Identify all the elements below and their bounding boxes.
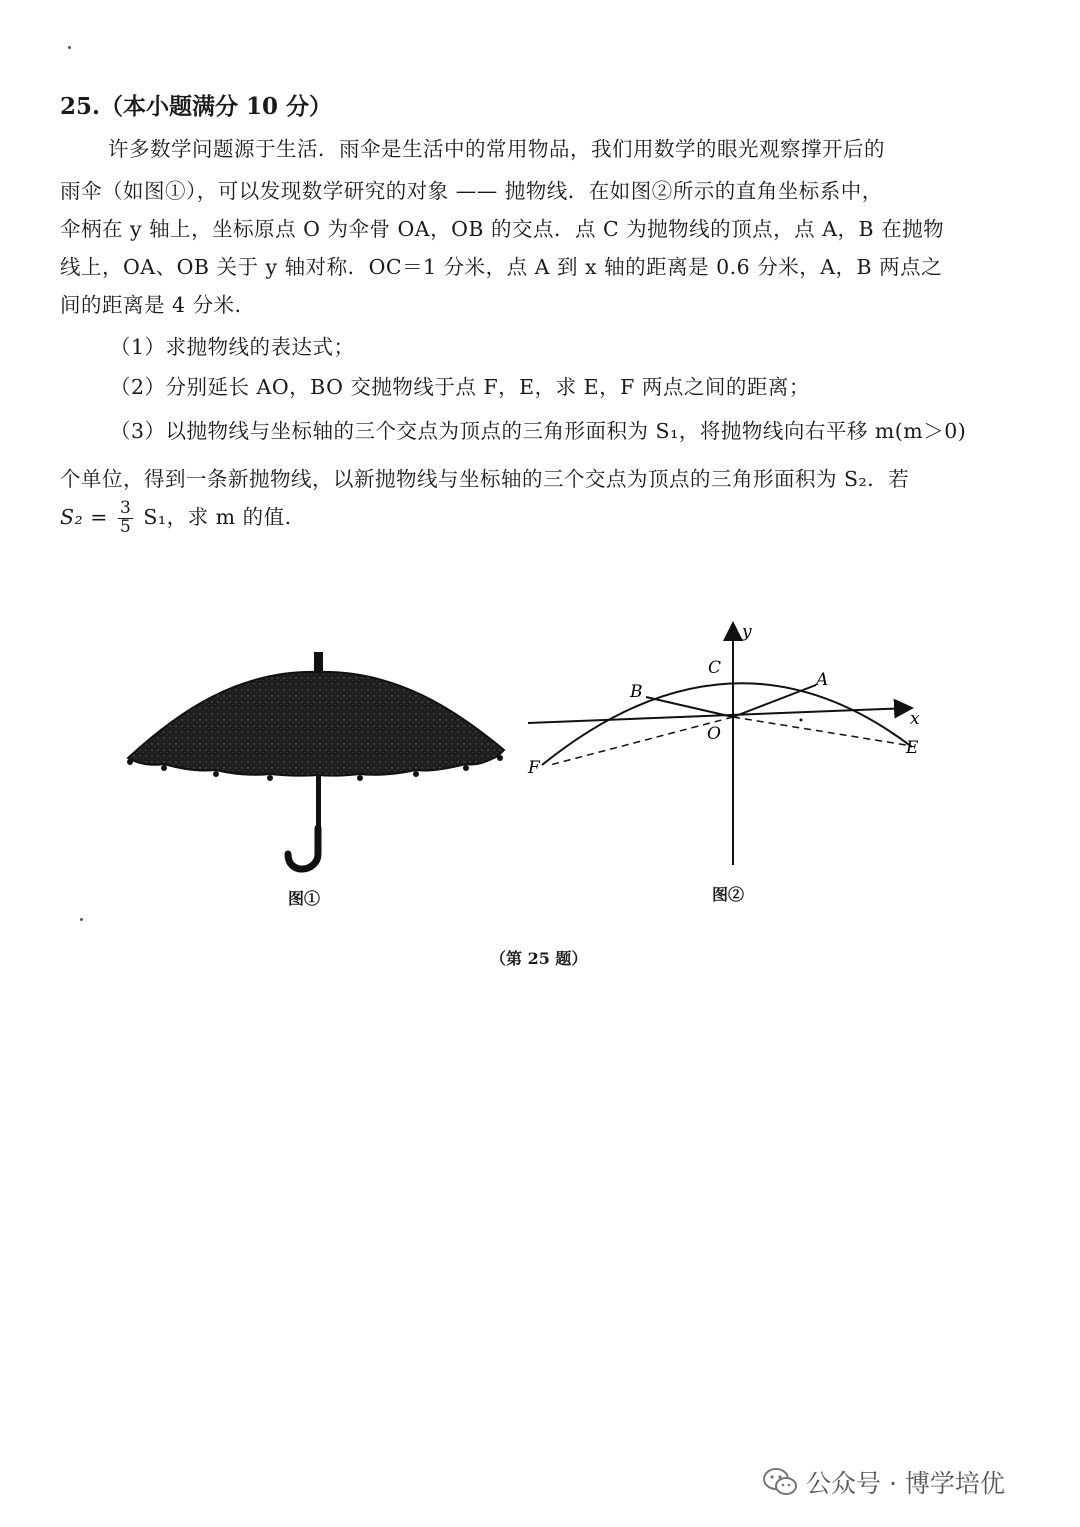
label-b: B (630, 682, 643, 702)
parabola-coordinate-diagram (520, 615, 940, 880)
wechat-icon (762, 1467, 798, 1497)
small-mark (800, 719, 803, 722)
speck (68, 46, 71, 49)
part-3-line-1: （3）以抛物线与坐标轴的三个交点为顶点的三角形面积为 S₁，将抛物线向右平移 m(m＞0) (110, 419, 967, 443)
watermark-text: 公众号 · 博学培优 (806, 1469, 1005, 1498)
label-c: C (708, 658, 722, 678)
umbrella-canopy (128, 672, 504, 776)
parabola (542, 683, 912, 765)
part-3-ending: S₁，求 m 的值. (143, 505, 292, 529)
part-2: （2）分别延长 AO，BO 交抛物线于点 F，E，求 E，F 两点之间的距离； (110, 375, 810, 399)
figure-number: （第 25 题） (490, 949, 588, 968)
fraction-denominator: 5 (120, 517, 132, 537)
figure-2-caption: 图② (712, 885, 745, 904)
s2-equals: S₂ = (60, 505, 108, 529)
label-o: O (707, 724, 721, 744)
intro-line-4: 线上，OA、OB 关于 y 轴对称．OC＝1 分米，点 A 到 x 轴的距离是 0.6 分米，A，B 两点之 (60, 255, 943, 279)
fraction-numerator: 3 (120, 498, 132, 519)
line-oe-extended (733, 717, 906, 745)
label-e: E (906, 738, 919, 758)
part-1: （1）求抛物线的表达式； (110, 335, 355, 359)
intro-line-3: 伞柄在 y 轴上，坐标原点 O 为伞骨 OA，OB 的交点．点 C 为抛物线的顶点，点 A，B 在抛物 (60, 217, 945, 241)
label-a: A (816, 670, 829, 690)
part-3-line-3 (60, 500, 292, 537)
label-y: y (742, 622, 752, 642)
figure-1-caption: 图① (288, 889, 321, 908)
part-3-line-2: 个单位，得到一条新抛物线，以新抛物线与坐标轴的三个交点为顶点的三角形面积为 S₂．若 (60, 467, 910, 491)
intro-line-5: 间的距离是 4 分米． (60, 293, 256, 317)
line-of-extended (550, 717, 733, 765)
umbrella-illustration (120, 640, 510, 880)
question-header: 25.（本小题满分 10 分） (60, 93, 333, 120)
umbrella-handle (288, 828, 318, 869)
intro-line-2: 雨伞（如图①），可以发现数学研究的对象 —— 抛物线．在如图②所示的直角坐标系中， (60, 179, 883, 203)
watermark (762, 1464, 1005, 1500)
intro-line-1: 许多数学问题源于生活．雨伞是生活中的常用物品，我们用数学的眼光观察撑开后的 (108, 137, 885, 161)
fraction-three-fifths (118, 500, 133, 537)
label-x: x (910, 709, 920, 729)
rib-ob (646, 697, 733, 717)
label-f: F (528, 758, 540, 778)
speck (80, 918, 83, 921)
